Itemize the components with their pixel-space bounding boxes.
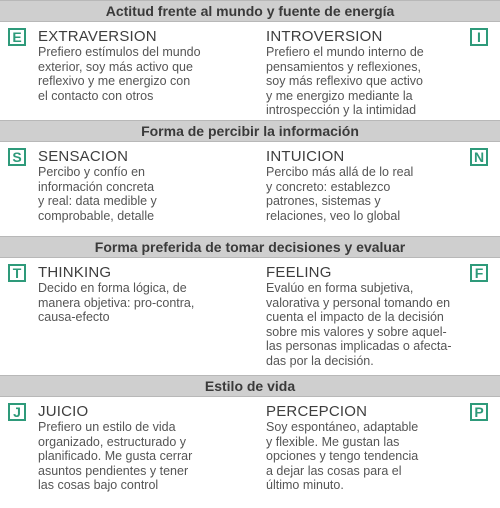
section-title-perception: Forma de percibir la información: [0, 120, 500, 142]
badge-i: I: [470, 28, 488, 46]
extraversion-text: Prefiero estímulos del mundo exterior, soy más activo que reflexivo y me energizo con el contacto con otros: [38, 45, 201, 103]
sensacion-text: Percibo y confío en información concreta y real: data medible y comprobable, detalle: [38, 165, 157, 223]
section-row-perception: [0, 142, 500, 236]
badge-s: S: [8, 148, 26, 166]
badge-f: F: [470, 264, 488, 282]
section-title-decisions: Forma preferida de tomar decisiones y evaluar: [0, 236, 500, 258]
feeling-column: [266, 264, 486, 368]
percepcion-heading: PERCEPCION: [266, 403, 368, 420]
section-row-decisions: [0, 258, 500, 375]
juicio-heading: JUICIO: [38, 403, 89, 420]
extraversion-heading: EXTRAVERSION: [38, 28, 157, 45]
juicio-text: Prefiero un estilo de vida organizado, estructurado y planificado. Me gusta cerrar asuntos pendientes y tener las cosas bajo control: [38, 420, 193, 492]
feeling-heading: FEELING: [266, 264, 332, 281]
section-row-attitude: [0, 22, 500, 120]
intuicion-column: [266, 148, 486, 223]
thinking-column: [38, 264, 253, 325]
sensacion-column: [38, 148, 253, 223]
thinking-text: Decido en forma lógica, de manera objetiva: pro-contra, causa-efecto: [38, 281, 195, 324]
intuicion-text: Percibo más allá de lo real y concreto: establezco patrones, sistemas y relaciones, veo lo global: [266, 165, 414, 223]
juicio-column: [38, 403, 253, 493]
badge-e: E: [8, 28, 26, 46]
percepcion-column: [266, 403, 486, 493]
percepcion-text: Soy espontáneo, adaptable y flexible. Me gustan las opciones y tengo tendencia a dejar las cosas para el último minuto.: [266, 420, 419, 492]
badge-p: P: [470, 403, 488, 421]
sensacion-heading: SENSACION: [38, 148, 129, 165]
extraversion-column: [38, 28, 253, 103]
section-row-lifestyle: [0, 397, 500, 508]
introversion-heading: INTROVERSION: [266, 28, 383, 45]
section-title-lifestyle: Estilo de vida: [0, 375, 500, 397]
introversion-text: Prefiero el mundo interno de pensamientos y reflexiones, soy más reflexivo que activo y me energizo mediante la introspección y la intimidad: [266, 45, 424, 117]
badge-t: T: [8, 264, 26, 282]
thinking-heading: THINKING: [38, 264, 112, 281]
introversion-column: [266, 28, 486, 118]
badge-j: J: [8, 403, 26, 421]
section-title-attitude: Actitud frente al mundo y fuente de energía: [0, 0, 500, 22]
feeling-text: Evalúo en forma subjetiva, valorativa y personal tomando en cuenta el impacto de la decisión sobre mis valores y sobre aquel- las personas implicadas o afecta- das por la decisión.: [266, 281, 452, 368]
badge-n: N: [470, 148, 488, 166]
intuicion-heading: INTUICION: [266, 148, 345, 165]
